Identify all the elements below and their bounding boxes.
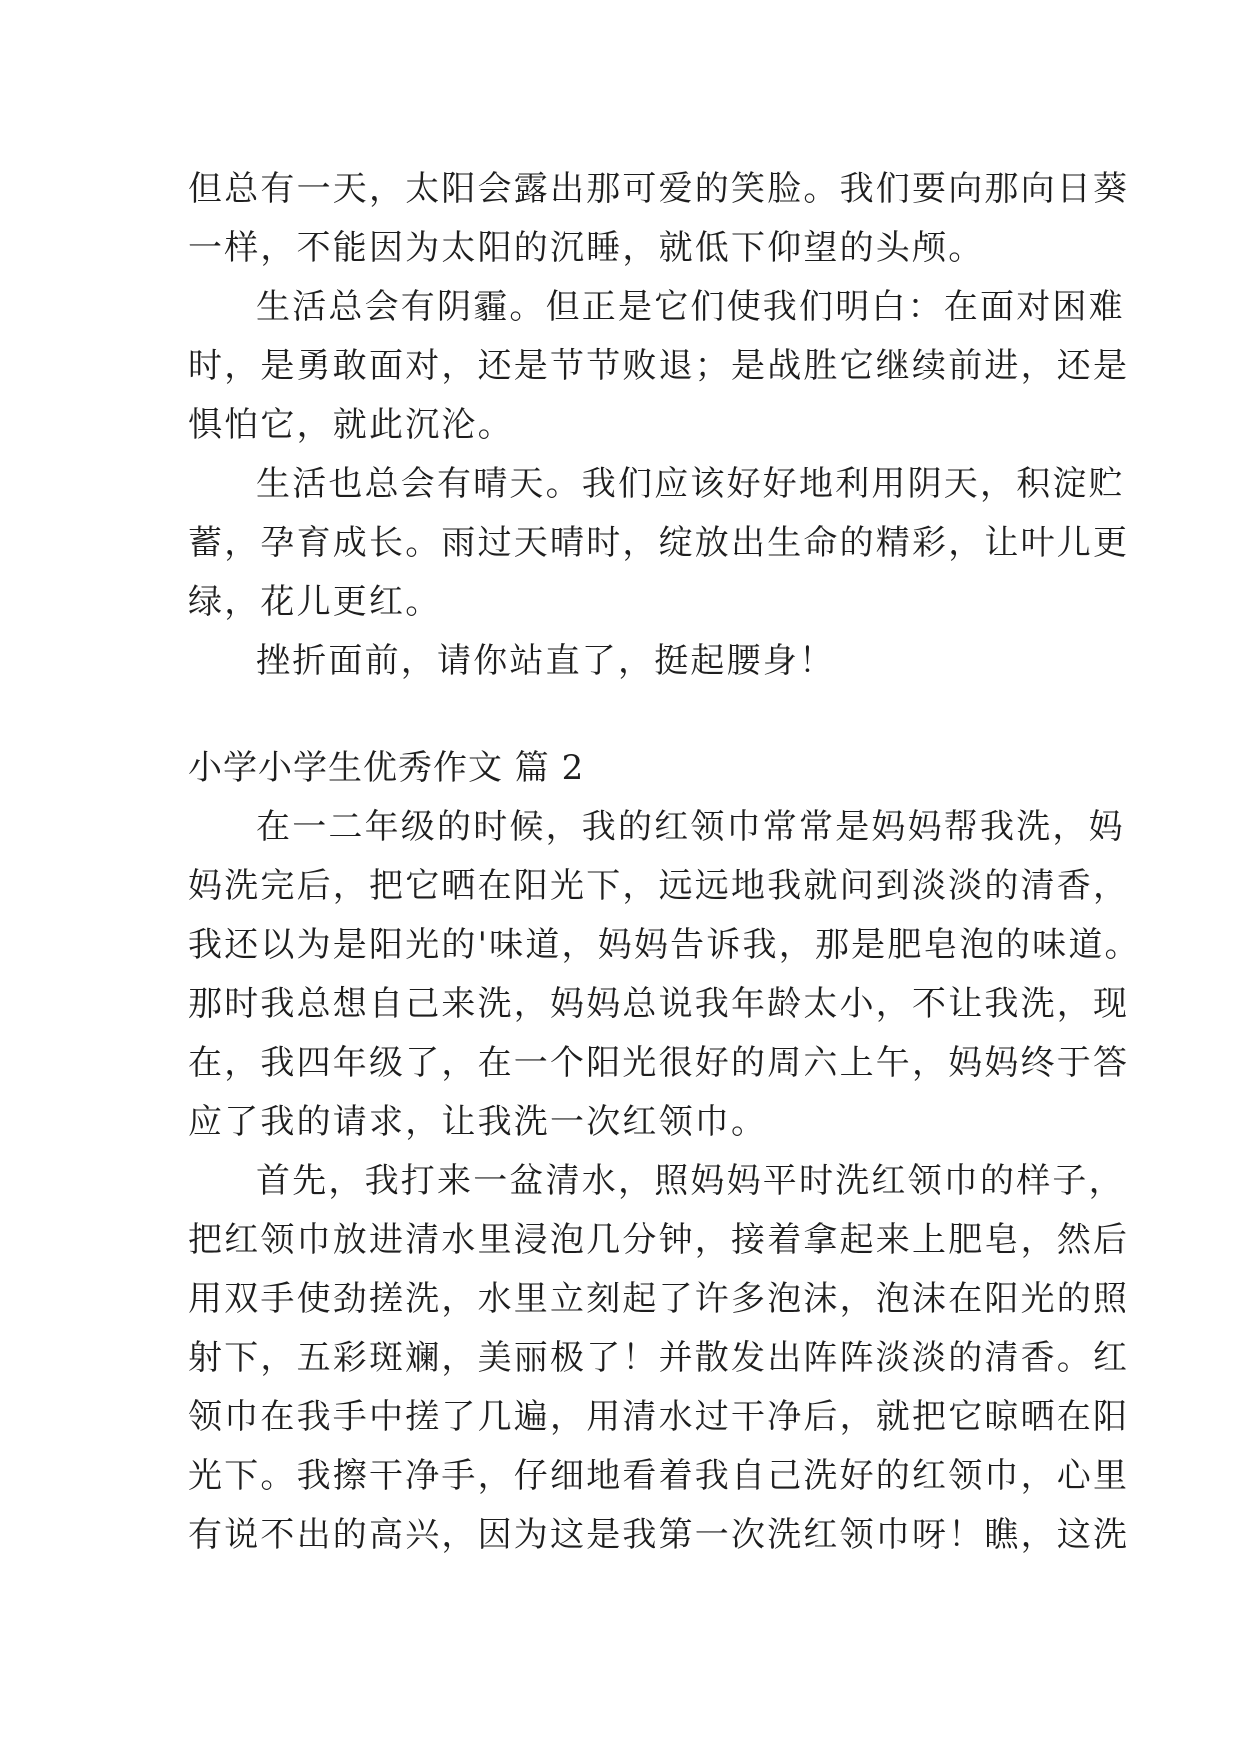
- paragraph-first-line: 在一二年级的时候，我的红领巾常常是妈妈帮我洗，妈: [256, 807, 1125, 847]
- text-line: 有说不出的高兴，因为这是我第一次洗红领巾呀！瞧，这洗: [188, 1515, 1130, 1555]
- text-line: 射下，五彩斑斓，美丽极了！并散发出阵阵淡淡的清香。红: [188, 1338, 1130, 1378]
- text-line: 应了我的请求，让我洗一次红领巾。: [188, 1102, 768, 1142]
- text-line: 用双手使劲搓洗，水里立刻起了许多泡沫，泡沫在阳光的照: [188, 1279, 1130, 1319]
- text-line: 领巾在我手中搓了几遍，用清水过干净后，就把它晾晒在阳: [188, 1397, 1130, 1437]
- paragraph-first-line: 挫折面前，请你站直了，挺起腰身！: [256, 641, 836, 681]
- section-heading: 小学小学生优秀作文 篇 2: [188, 748, 585, 788]
- text-line: 那时我总想自己来洗，妈妈总说我年龄太小，不让我洗，现: [188, 984, 1130, 1024]
- text-line: 妈洗完后，把它晒在阳光下，远远地我就问到淡淡的清香，: [188, 866, 1130, 906]
- text-line: 蓄，孕育成长。雨过天晴时，绽放出生命的精彩，让叶儿更: [188, 523, 1130, 563]
- text-line: 一样，不能因为太阳的沉睡，就低下仰望的头颅。: [188, 228, 985, 268]
- text-line: 但总有一天，太阳会露出那可爱的笑脸。我们要向那向日葵: [188, 169, 1130, 209]
- paragraph-first-line: 生活总会有阴霾。但正是它们使我们明白：在面对困难: [256, 287, 1125, 327]
- text-line: 光下。我擦干净手，仔细地看着我自己洗好的红领巾，心里: [188, 1456, 1130, 1496]
- text-line: 惧怕它，就此沉沦。: [188, 405, 514, 445]
- text-line: 绿，花儿更红。: [188, 582, 442, 622]
- text-line: 时，是勇敢面对，还是节节败退；是战胜它继续前进，还是: [188, 346, 1130, 386]
- text-line: 我还以为是阳光的'味道，妈妈告诉我，那是肥皂泡的味道。: [188, 925, 1141, 965]
- paragraph-first-line: 生活也总会有晴天。我们应该好好地利用阴天，积淀贮: [256, 464, 1125, 504]
- text-line: 在，我四年级了，在一个阳光很好的周六上午，妈妈终于答: [188, 1043, 1130, 1083]
- text-line: 把红领巾放进清水里浸泡几分钟，接着拿起来上肥皂，然后: [188, 1220, 1130, 1260]
- paragraph-first-line: 首先，我打来一盆清水，照妈妈平时洗红领巾的样子，: [256, 1161, 1125, 1201]
